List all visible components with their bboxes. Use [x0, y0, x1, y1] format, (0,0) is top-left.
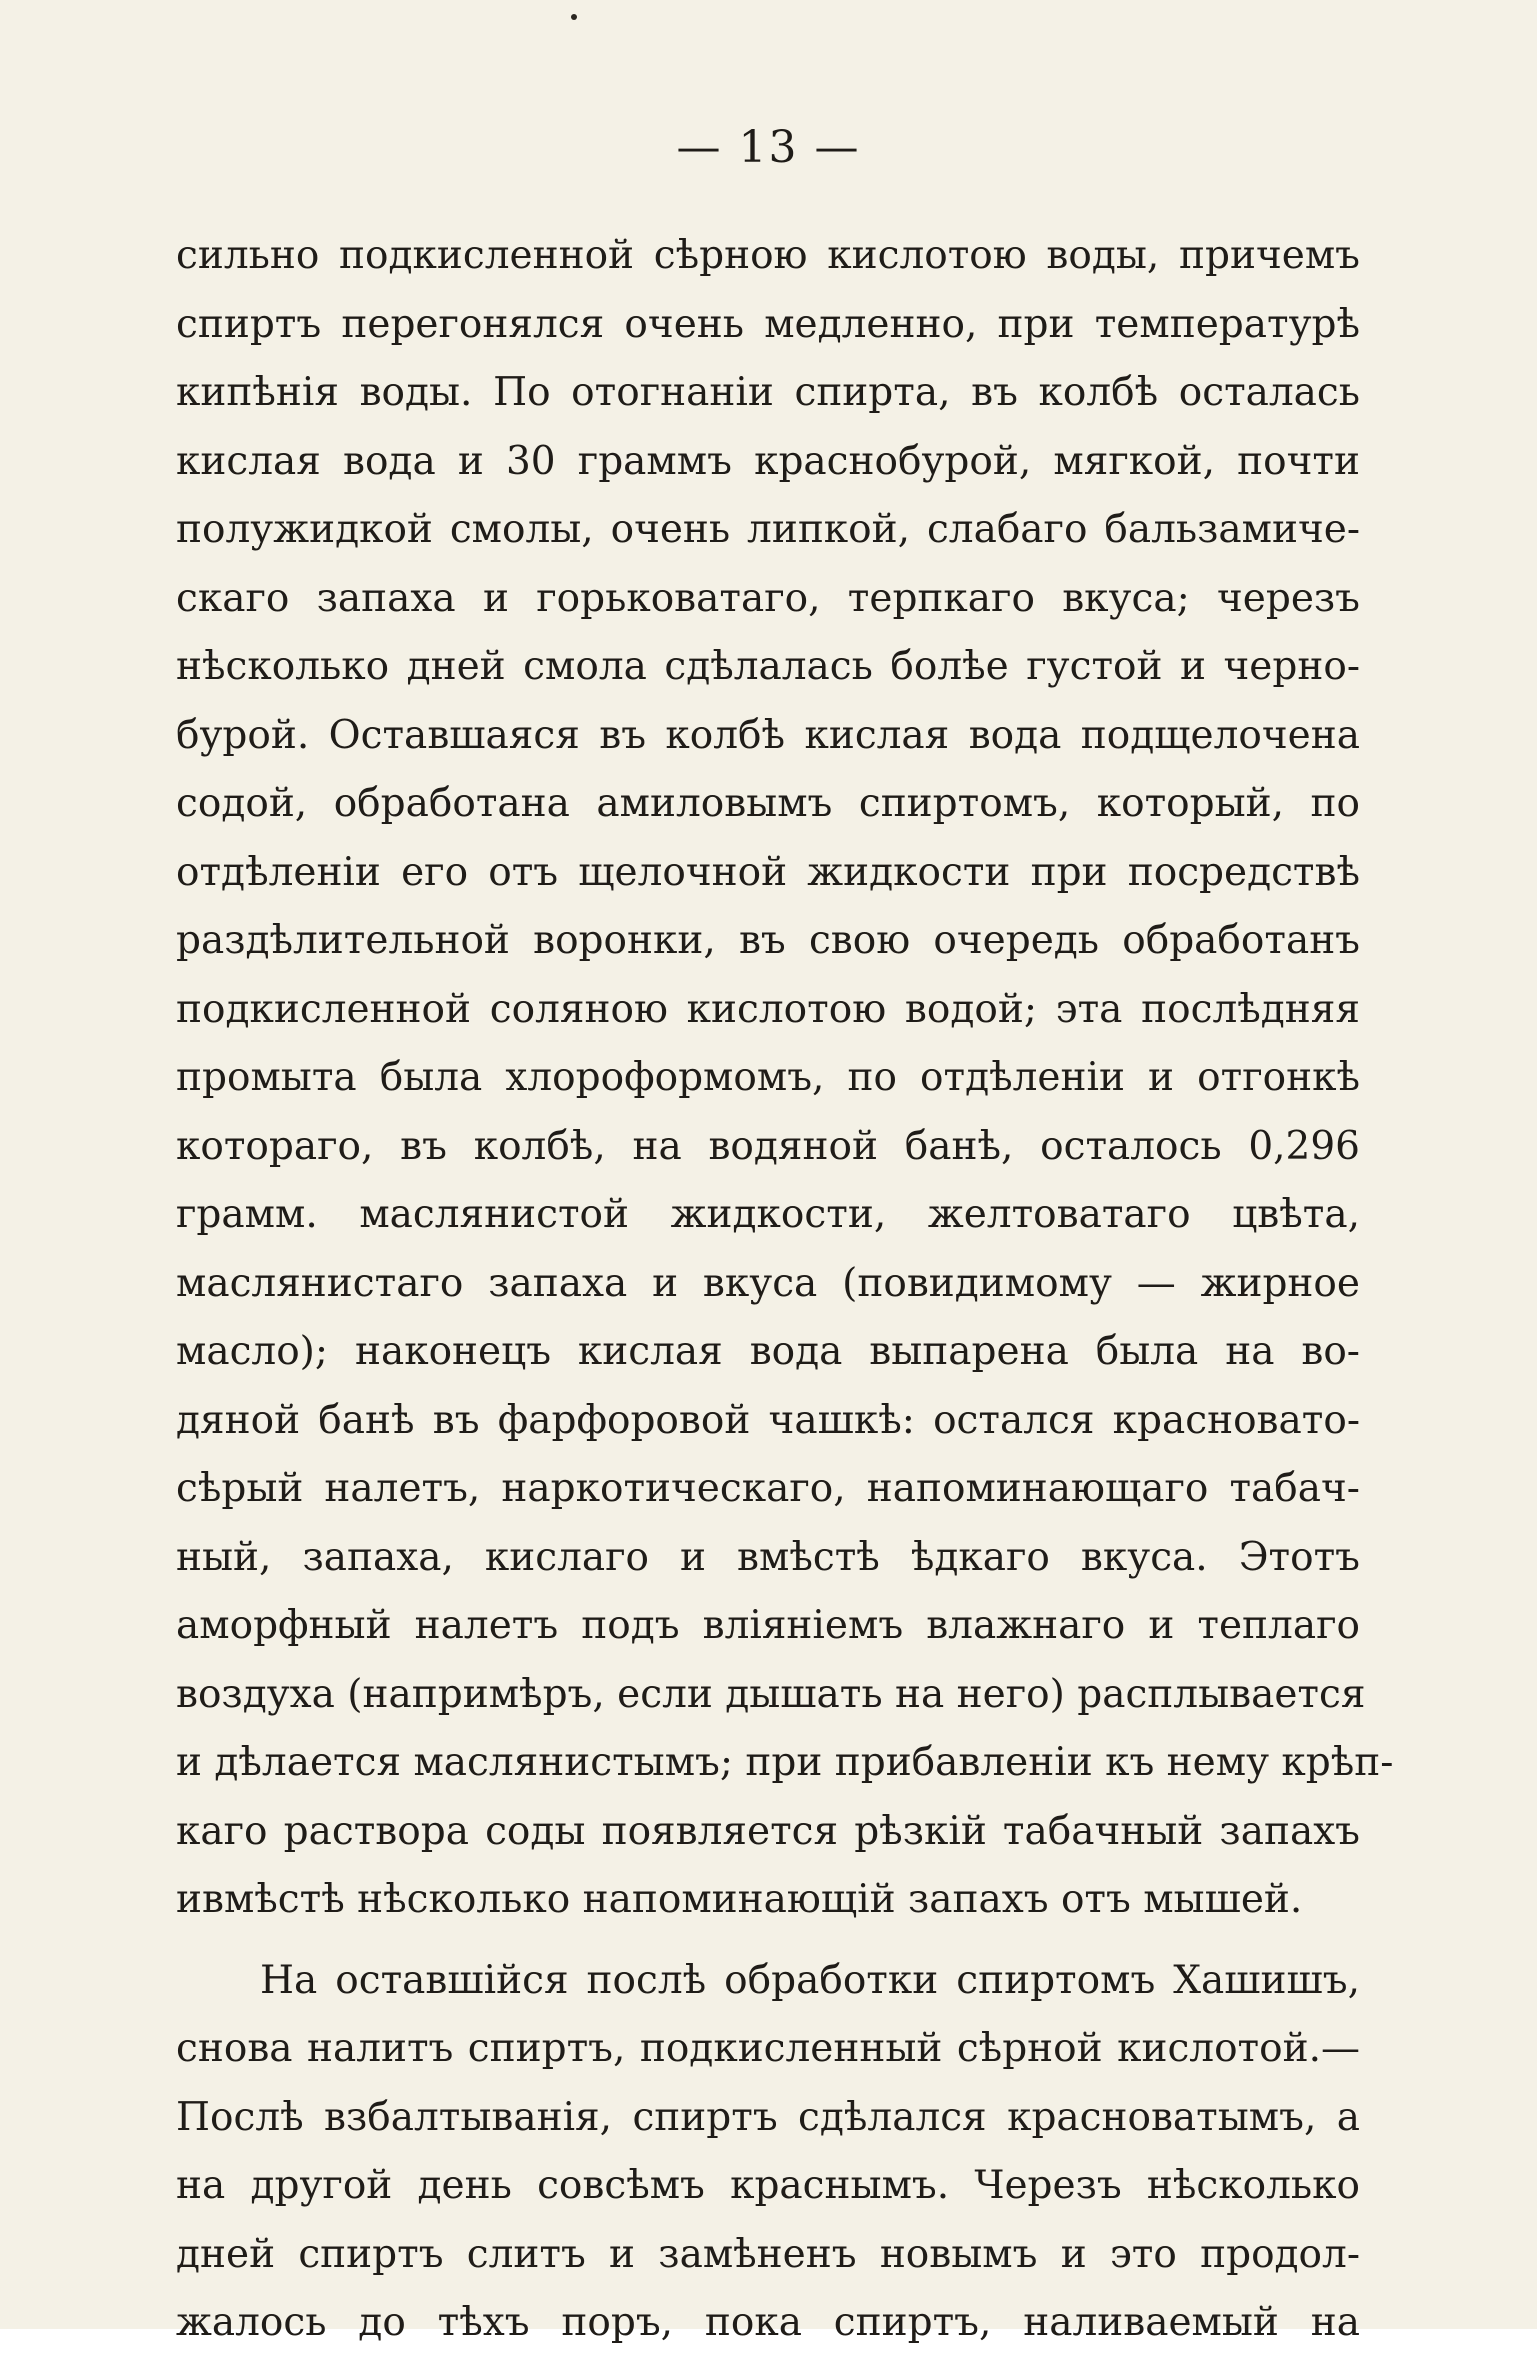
body-text [176, 222, 1394, 2358]
text-line: и дѣлается маслянистымъ; при прибавленіи къ нему крѣп- [176, 1740, 1394, 1785]
text-line: На оставшійся послѣ обработки спиртомъ Хашишъ, [260, 1957, 1360, 2003]
text-line: жалось до тѣхъ поръ, пока спиртъ, наливаемый на [176, 2300, 1360, 2345]
text-line: на другой день совсѣмъ краснымъ. Черезъ нѣсколько [176, 2163, 1360, 2208]
text-line: грамм. маслянистой жидкости, желтоватаго цвѣта, [176, 1192, 1360, 1237]
paragraph-1 [176, 222, 1394, 1935]
text-line: ивмѣстѣ нѣсколько напоминающій запахъ отъ мышей. [176, 1877, 1303, 1922]
text-line: кипѣнія воды. По отогнаніи спирта, въ колбѣ осталась [176, 370, 1360, 415]
text-line: каго раствора соды появляется рѣзкій табачный запахъ [176, 1808, 1360, 1854]
ink-speck [571, 14, 577, 20]
text-line: дней спиртъ слитъ и замѣненъ новымъ и это продол- [176, 2231, 1360, 2277]
text-line: раздѣлительной воронки, въ свою очередь обработанъ [176, 918, 1360, 963]
text-line: воздуха (напримѣръ, если дышать на него) расплывается [176, 1671, 1366, 1717]
text-line: сильно подкисленной сѣрною кислотою воды, причемъ [176, 233, 1360, 278]
text-line: спиртъ перегонялся очень медленно, при температурѣ [176, 301, 1360, 347]
text-line: содой, обработана амиловымъ спиртомъ, который, по [176, 781, 1360, 826]
text-line: сѣрый налетъ, наркотическаго, напоминающаго табач- [176, 1466, 1360, 1511]
text-line: аморфный налетъ подъ вліяніемъ влажнаго и теплаго [176, 1603, 1360, 1648]
text-line: отдѣленіи его отъ щелочной жидкости при посредствѣ [176, 849, 1360, 895]
text-line: промыта была хлороформомъ, по отдѣленіи и отгонкѣ [176, 1055, 1360, 1100]
text-line: подкисленной соляною кислотою водой; эта послѣдняя [176, 986, 1360, 1032]
page-number: — 13 — [676, 122, 861, 173]
text-line: полужидкой смолы, очень липкой, слабаго бальзамиче- [176, 507, 1360, 552]
text-line: дяной банѣ въ фарфоровой чашкѣ: остался красновато- [176, 1397, 1360, 1443]
text-line: Послѣ взбалтыванія, спиртъ сдѣлался красноватымъ, а [176, 2094, 1360, 2140]
text-line: кислая вода и 30 граммъ краснобурой, мягкой, почти [176, 438, 1360, 484]
text-line: снова налитъ спиртъ, подкисленный сѣрной кислотой.— [176, 2026, 1360, 2071]
text-line: маслянистаго запаха и вкуса (повидимому — жирное [176, 1260, 1360, 1306]
text-line: бурой. Оставшаяся въ колбѣ кислая вода подщелочена [176, 712, 1360, 758]
text-line: нѣсколько дней смола сдѣлалась болѣе густой и черно- [176, 644, 1360, 689]
paragraph-2 [176, 1947, 1360, 2358]
text-line: ный, запаха, кислаго и вмѣстѣ ѣдкаго вкуса. Этотъ [176, 1534, 1360, 1580]
text-line: котораго, въ колбѣ, на водяной банѣ, осталось 0,296 [176, 1123, 1360, 1169]
text-line: скаго запаха и горьковатаго, терпкаго вкуса; черезъ [176, 575, 1360, 621]
text-line: масло); наконецъ кислая вода выпарена была на во- [176, 1329, 1360, 1374]
